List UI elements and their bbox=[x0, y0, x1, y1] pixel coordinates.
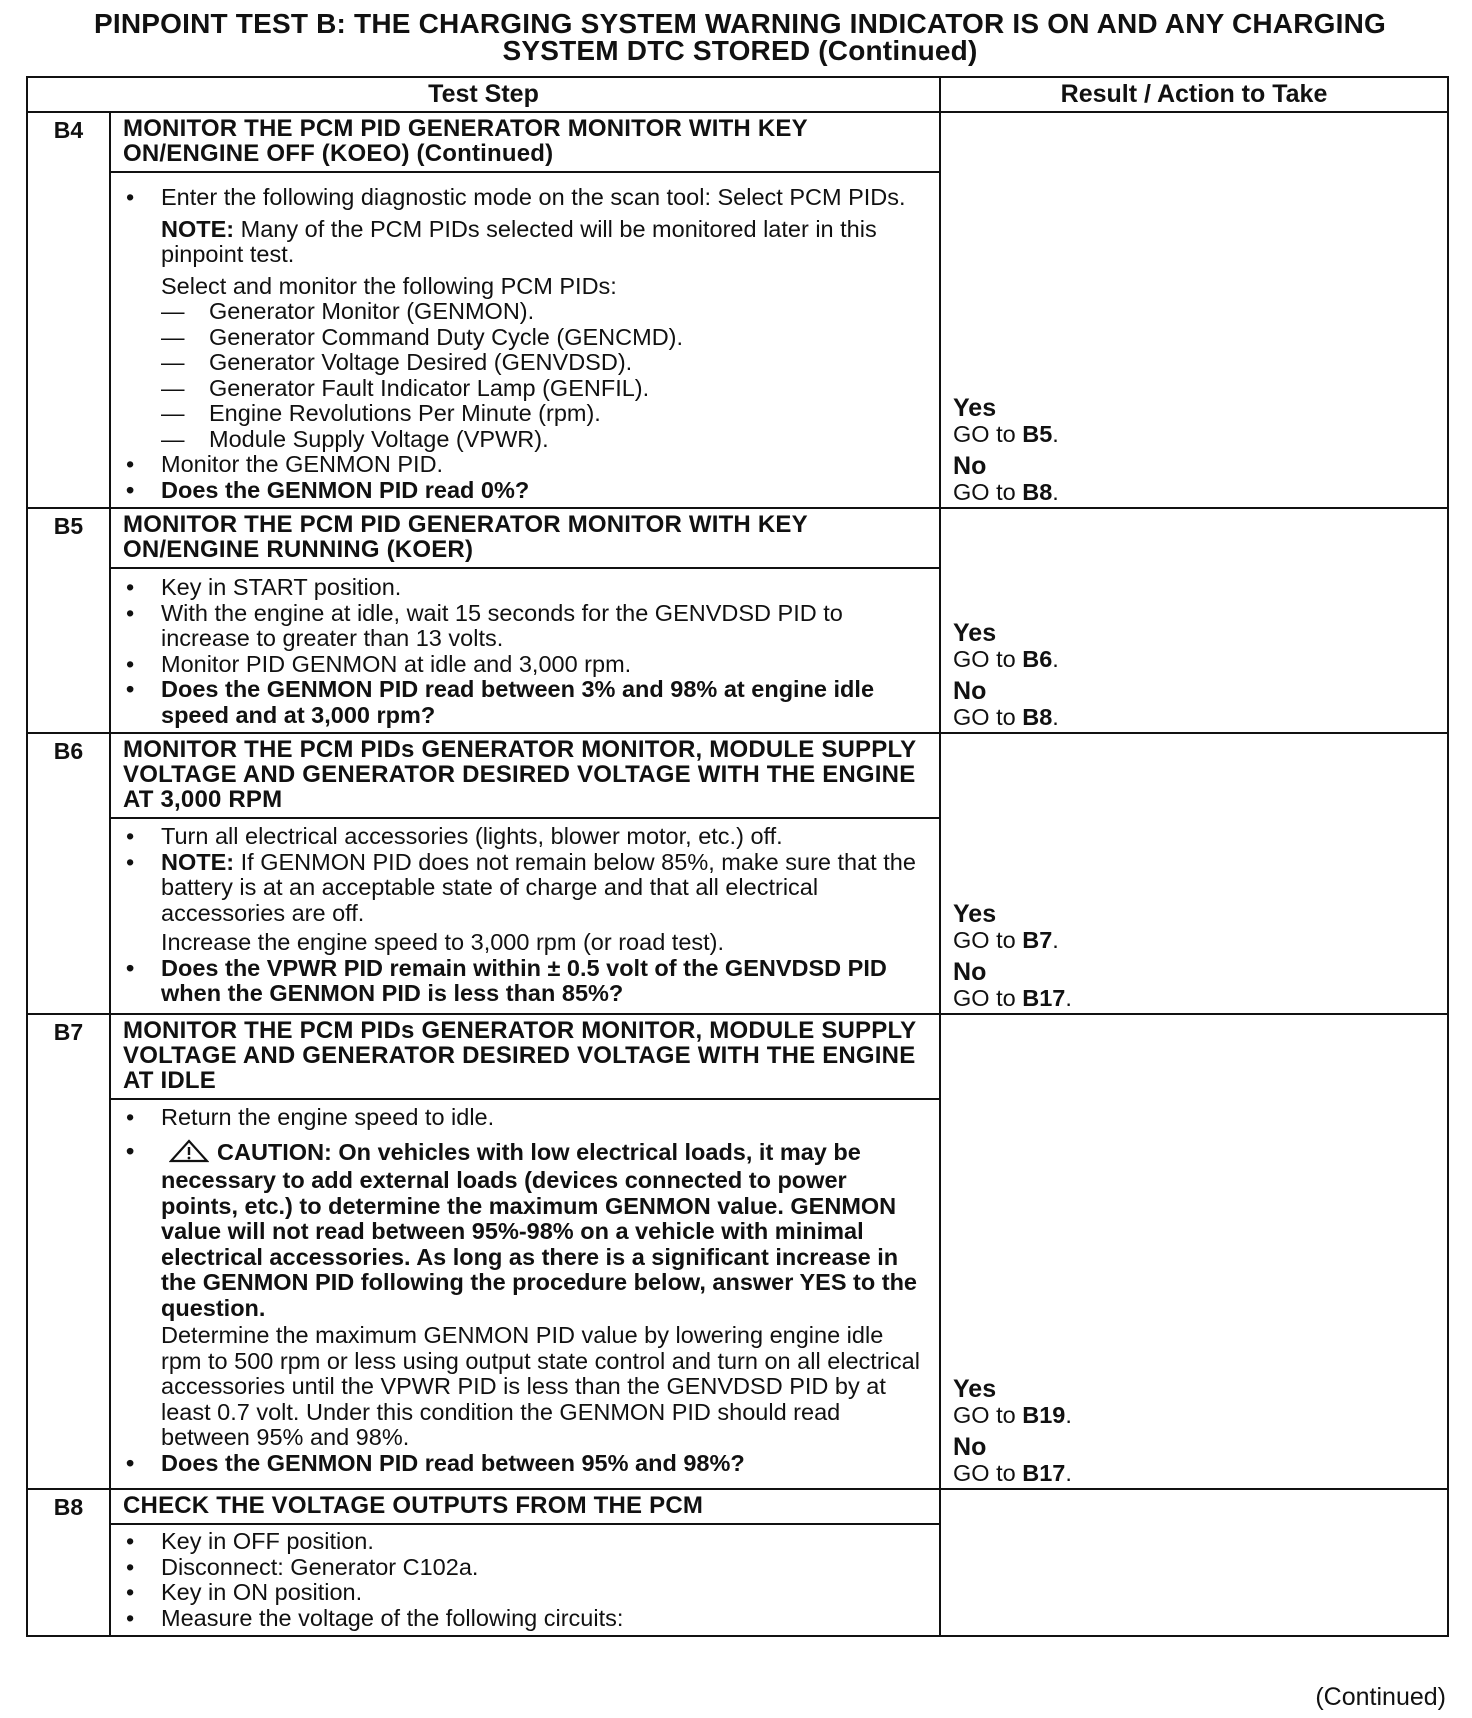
goto-no-b7: GO to B17. bbox=[953, 1460, 1072, 1486]
result-b7 bbox=[940, 1014, 1448, 1489]
list-item: • With the engine at idle, wait 15 seconds for the GENVDSD PID to increase to greater than 13 volts. bbox=[123, 601, 925, 652]
list-item: • Key in OFF position. bbox=[123, 1529, 925, 1555]
answer-yes-b6: Yes bbox=[953, 900, 997, 928]
result-b4 bbox=[940, 112, 1448, 508]
note-b4: NOTE: Many of the PCM PIDs selected will be monitored later in this pinpoint test. bbox=[161, 215, 877, 267]
step-body-b4 bbox=[110, 172, 940, 508]
increase-text-b6: Increase the engine speed to 3,000 rpm (or road test). bbox=[161, 929, 725, 955]
list-item: • Enter the following diagnostic mode on the scan tool: Select PCM PIDs. bbox=[123, 185, 925, 211]
goto-yes-b7: GO to B19. bbox=[953, 1402, 1072, 1428]
link-b5[interactable]: B5 bbox=[1022, 421, 1053, 447]
note-b6: • NOTE: If GENMON PID does not remain below 85%, make sure that the battery is at an acceptable state of charge and that all electrical accessories are off. bbox=[123, 850, 925, 927]
result-b8 bbox=[940, 1489, 1448, 1636]
caution-b7: • CAUTION: On vehicles with low electrical loads, it may be necessary to add external loads (devices connected to power points, etc.) to determine the maximum GENMON value. GENMON value will not read between 95%-98% on a vehicle with minimal electrical accessories. As long as there is a significant increase in the GENMON PID following the procedure below, answer YES to the question. bbox=[123, 1139, 925, 1322]
list-item: — Module Supply Voltage (VPWR). bbox=[161, 427, 925, 453]
step-title-b6: MONITOR THE PCM PIDs GENERATOR MONITOR, MODULE SUPPLY VOLTAGE AND GENERATOR DESIRED VOLTAGE WITH THE ENGINE AT 3,000 RPM bbox=[110, 733, 940, 818]
pinpoint-test-table bbox=[26, 76, 1449, 1637]
goto-no-b4: GO to B8. bbox=[953, 479, 1059, 505]
link-b17[interactable]: B17 bbox=[1022, 985, 1066, 1011]
continued-footer: (Continued) bbox=[1315, 1683, 1446, 1711]
step-id-b5: B5 bbox=[27, 508, 110, 733]
link-b6[interactable]: B6 bbox=[1022, 646, 1053, 672]
list-item: — Engine Revolutions Per Minute (rpm). bbox=[161, 401, 925, 427]
list-item: — Generator Fault Indicator Lamp (GENFIL). bbox=[161, 376, 925, 402]
step-body-b6 bbox=[110, 818, 940, 1014]
list-item: • Monitor PID GENMON at idle and 3,000 rpm. bbox=[123, 652, 925, 678]
question-b7: • Does the GENMON PID read between 95% and 98%? bbox=[123, 1451, 925, 1477]
result-b6 bbox=[940, 733, 1448, 1014]
answer-yes-b4: Yes bbox=[953, 394, 997, 422]
step-title-b4: MONITOR THE PCM PID GENERATOR MONITOR WITH KEY ON/ENGINE OFF (KOEO) (Continued) bbox=[110, 112, 940, 172]
title-line-2: SYSTEM DTC STORED (Continued) bbox=[502, 35, 978, 66]
list-item: • Measure the voltage of the following circuits: bbox=[123, 1606, 925, 1632]
link-b19[interactable]: B19 bbox=[1022, 1402, 1066, 1428]
caution-triangle-icon bbox=[169, 1139, 209, 1169]
list-item: • Turn all electrical accessories (lights, blower motor, etc.) off. bbox=[123, 824, 925, 850]
step-b5-title-row bbox=[27, 508, 1448, 568]
answer-no-b7: No bbox=[953, 1433, 987, 1461]
answer-no-b5: No bbox=[953, 677, 987, 705]
step-id-b7: B7 bbox=[27, 1014, 110, 1489]
list-item: • Key in START position. bbox=[123, 575, 925, 601]
step-title-b8: CHECK THE VOLTAGE OUTPUTS FROM THE PCM bbox=[110, 1489, 940, 1524]
goto-no-b5: GO to B8. bbox=[953, 704, 1059, 730]
link-b8[interactable]: B8 bbox=[1022, 479, 1053, 505]
answer-yes-b7: Yes bbox=[953, 1375, 997, 1403]
link-b8[interactable]: B8 bbox=[1022, 704, 1053, 730]
step-id-b6: B6 bbox=[27, 733, 110, 1014]
answer-no-b4: No bbox=[953, 452, 987, 480]
goto-yes-b6: GO to B7. bbox=[953, 927, 1059, 953]
step-id-b4: B4 bbox=[27, 112, 110, 508]
step-b4-title-row bbox=[27, 112, 1448, 172]
link-b17[interactable]: B17 bbox=[1022, 1460, 1066, 1486]
list-item: • Return the engine speed to idle. bbox=[123, 1105, 925, 1131]
list-item: — Generator Monitor (GENMON). bbox=[161, 299, 925, 325]
list-item: — Generator Command Duty Cycle (GENCMD). bbox=[161, 325, 925, 351]
pid-list bbox=[161, 299, 925, 452]
answer-yes-b5: Yes bbox=[953, 619, 997, 647]
step-b6-title-row bbox=[27, 733, 1448, 818]
list-item: • Key in ON position. bbox=[123, 1580, 925, 1606]
step-body-b7 bbox=[110, 1099, 940, 1489]
step-b7-title-row bbox=[27, 1014, 1448, 1099]
header-test-step: Test Step bbox=[27, 77, 940, 112]
goto-no-b6: GO to B17. bbox=[953, 985, 1072, 1011]
page-title bbox=[40, 10, 1440, 64]
header-result: Result / Action to Take bbox=[940, 77, 1448, 112]
question-b4: • Does the GENMON PID read 0%? bbox=[123, 478, 925, 504]
list-item: — Generator Voltage Desired (GENVDSD). bbox=[161, 350, 925, 376]
link-b7[interactable]: B7 bbox=[1022, 927, 1053, 953]
question-b6: • Does the VPWR PID remain within ± 0.5 volt of the GENVDSD PID when the GENMON PID is less than 85%? bbox=[123, 956, 925, 1007]
select-text-b4: Select and monitor the following PCM PIDs: bbox=[161, 272, 617, 299]
step-body-b5 bbox=[110, 568, 940, 733]
step-b8-title-row bbox=[27, 1489, 1448, 1524]
list-item: • Monitor the GENMON PID. bbox=[123, 452, 925, 478]
title-line-1: PINPOINT TEST B: THE CHARGING SYSTEM WARNING INDICATOR IS ON AND ANY CHARGING bbox=[93, 8, 1387, 39]
step-title-b5: MONITOR THE PCM PID GENERATOR MONITOR WITH KEY ON/ENGINE RUNNING (KOER) bbox=[110, 508, 940, 568]
step-title-b7: MONITOR THE PCM PIDs GENERATOR MONITOR, MODULE SUPPLY VOLTAGE AND GENERATOR DESIRED VOLTAGE WITH THE ENGINE AT IDLE bbox=[110, 1014, 940, 1099]
answer-no-b6: No bbox=[953, 958, 987, 986]
goto-yes-b5: GO to B6. bbox=[953, 646, 1059, 672]
table-header-row bbox=[27, 77, 1448, 112]
step-id-b8: B8 bbox=[27, 1489, 110, 1636]
step-body-b8 bbox=[110, 1524, 940, 1636]
determine-text-b7: Determine the maximum GENMON PID value by lowering engine idle rpm to 500 rpm or less using output state control and turn on all electrical accessories until the VPWR PID is less than the GENVDSD PID by at least 0.7 volt. Under this condition the GENMON PID should read between 95% and 98%. bbox=[161, 1322, 920, 1450]
list-item: • Disconnect: Generator C102a. bbox=[123, 1555, 925, 1581]
goto-yes-b4: GO to B5. bbox=[953, 421, 1059, 447]
result-b5 bbox=[940, 508, 1448, 733]
question-b5: • Does the GENMON PID read between 3% and 98% at engine idle speed and at 3,000 rpm? bbox=[123, 677, 925, 728]
